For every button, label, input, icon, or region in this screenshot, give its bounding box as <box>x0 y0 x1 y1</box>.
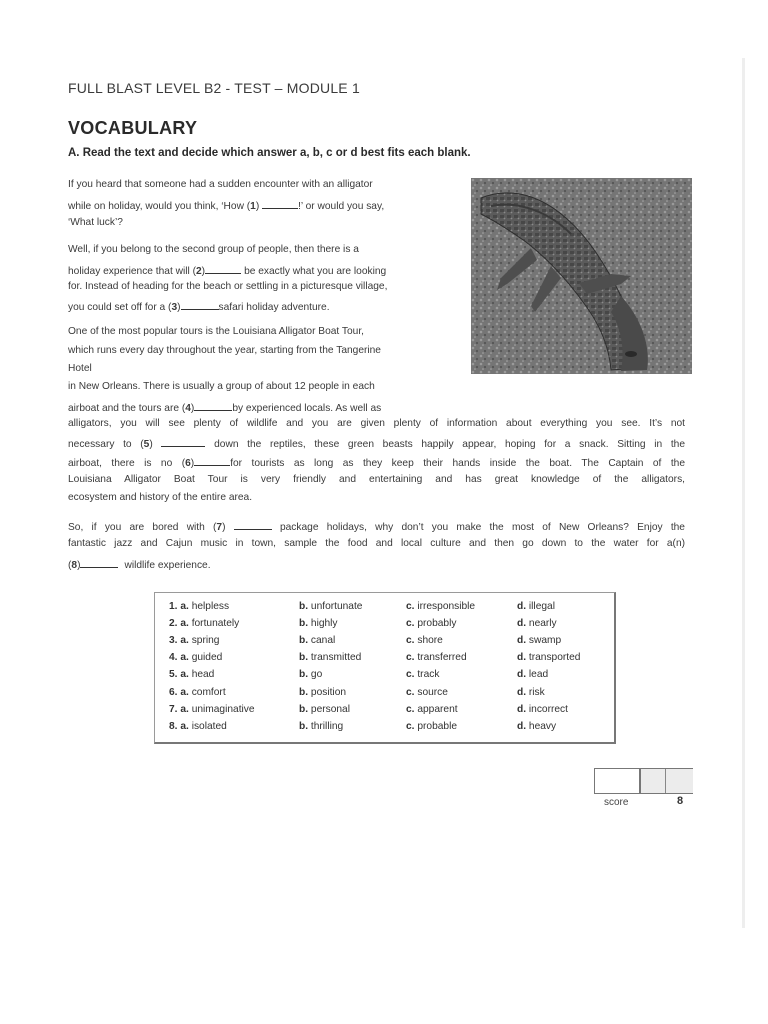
option-letter: c. <box>406 669 415 680</box>
option-d[interactable] <box>517 618 557 629</box>
text-line: necessary to (5) down the reptiles, these green beasts happily appear, hoping for a snack. Sitting in the <box>68 436 685 450</box>
option-row <box>155 721 614 738</box>
option-text: transferred <box>417 652 467 663</box>
option-letter: b. <box>299 669 309 680</box>
text-line: Louisiana Alligator Boat Tour is very friendly and entertaining and has great knowledge of the alligators, <box>68 474 685 485</box>
option-a[interactable] <box>169 704 255 715</box>
text-line: in New Orleans. There is usually a group of about 12 people in each <box>68 381 375 392</box>
option-text: nearly <box>528 618 557 629</box>
option-d[interactable] <box>517 721 556 732</box>
option-text: source <box>417 687 448 698</box>
option-text: lead <box>528 669 549 680</box>
option-text: irresponsible <box>417 601 476 612</box>
blank-4[interactable] <box>194 400 232 411</box>
option-c[interactable] <box>406 652 467 663</box>
option-text: illegal <box>528 601 555 612</box>
option-letter: c. <box>406 601 415 612</box>
option-letter: b. <box>299 687 309 698</box>
option-a[interactable] <box>169 601 229 612</box>
option-a[interactable] <box>169 721 227 732</box>
option-letter: c. <box>406 635 415 646</box>
option-text: fortunately <box>191 618 240 629</box>
option-c[interactable] <box>406 618 456 629</box>
option-row <box>155 635 614 652</box>
option-text: track <box>417 669 440 680</box>
option-b[interactable] <box>299 704 350 715</box>
option-letter: b. <box>299 721 309 732</box>
option-b[interactable] <box>299 687 346 698</box>
text-line: airboat, there is no (6) for tourists as long as they keep their hands inside the boat. The Captain of the <box>68 455 685 469</box>
blank-number: 8 <box>71 560 78 571</box>
option-text: unfortunate <box>310 601 363 612</box>
blank-8[interactable] <box>80 557 118 568</box>
option-text: thrilling <box>310 721 344 732</box>
option-letter: d. <box>517 687 527 698</box>
blank-number: 7 <box>216 522 223 533</box>
blank-6[interactable] <box>194 455 230 466</box>
option-letter: b. <box>299 652 309 663</box>
option-text: transmitted <box>310 652 362 663</box>
score-cell <box>639 769 666 793</box>
text-line: for. Instead of heading for the beach or settling in a picturesque village, <box>68 281 388 292</box>
page-edge <box>742 58 745 928</box>
blank-number: 2 <box>195 266 202 277</box>
option-text: probably <box>417 618 457 629</box>
option-c[interactable] <box>406 704 458 715</box>
option-d[interactable] <box>517 635 561 646</box>
option-letter: c. <box>406 704 415 715</box>
question-number: 2. <box>169 618 178 629</box>
option-a[interactable] <box>169 635 219 646</box>
text-line: airboat and the tours are (4) by experienced locals. As well as <box>68 400 381 414</box>
option-letter: b. <box>299 618 309 629</box>
option-letter: c. <box>406 721 415 732</box>
option-letter: a. <box>180 601 189 612</box>
option-letter: b. <box>299 601 309 612</box>
option-letter: b. <box>299 704 309 715</box>
option-row <box>155 687 614 704</box>
option-d[interactable] <box>517 669 548 680</box>
answer-options-table <box>154 592 616 744</box>
test-header: FULL BLAST LEVEL B2 - TEST – MODULE 1 <box>68 80 360 96</box>
option-letter: d. <box>517 704 527 715</box>
option-text: helpless <box>191 601 230 612</box>
option-letter: c. <box>406 652 415 663</box>
blank-number: 6 <box>185 458 191 469</box>
option-text: spring <box>191 635 220 646</box>
question-number: 5. <box>169 669 178 680</box>
blank-2[interactable] <box>205 263 241 274</box>
option-row <box>155 669 614 686</box>
option-d[interactable] <box>517 687 545 698</box>
text-line: which runs every day throughout the year, starting from the Tangerine <box>68 345 381 356</box>
option-c[interactable] <box>406 601 475 612</box>
option-c[interactable] <box>406 635 443 646</box>
option-row <box>155 618 614 635</box>
option-a[interactable] <box>169 687 226 698</box>
option-letter: d. <box>517 635 527 646</box>
option-a[interactable] <box>169 669 214 680</box>
score-box <box>594 768 693 794</box>
option-text: go <box>310 669 323 680</box>
text-line: alligators, you will see plenty of wildlife and you are given plenty of information about everything you see. It’s not <box>68 418 685 429</box>
blank-number: 4 <box>185 403 191 414</box>
blank-7[interactable] <box>234 519 272 530</box>
option-letter: d. <box>517 618 527 629</box>
question-number: 3. <box>169 635 178 646</box>
option-text: swamp <box>528 635 562 646</box>
option-letter: a. <box>180 687 189 698</box>
text-line: holiday experience that will (2) be exactly what you are looking <box>68 263 386 277</box>
option-letter: c. <box>406 618 415 629</box>
option-letter: d. <box>517 669 527 680</box>
blank-number: 3 <box>171 302 178 313</box>
blank-number: 5 <box>143 439 150 450</box>
text-line: Hotel <box>68 363 92 374</box>
option-text: risk <box>528 687 545 698</box>
option-letter: a. <box>180 652 189 663</box>
option-a[interactable] <box>169 652 222 663</box>
question-number: 6. <box>169 687 178 698</box>
option-text: heavy <box>528 721 557 732</box>
text-line: you could set off for a (3) safari holiday adventure. <box>68 299 330 313</box>
option-row <box>155 652 614 669</box>
question-number: 7. <box>169 704 178 715</box>
option-letter: d. <box>517 652 527 663</box>
option-b[interactable] <box>299 635 335 646</box>
option-text: personal <box>310 704 350 715</box>
option-text: apparent <box>417 704 458 715</box>
score-cell <box>665 769 693 793</box>
option-text: incorrect <box>528 704 568 715</box>
question-number: 4. <box>169 652 178 663</box>
option-c[interactable] <box>406 721 457 732</box>
blank-number: 1 <box>250 201 256 212</box>
score-max: 8 <box>677 795 684 807</box>
option-text: position <box>310 687 347 698</box>
question-number: 8. <box>169 721 178 732</box>
option-d[interactable] <box>517 704 568 715</box>
text-line: Well, if you belong to the second group of people, then there is a <box>68 244 359 255</box>
text-line: while on holiday, would you think, ‘How (1) !’ or would you say, <box>68 198 384 212</box>
text-line: fantastic jazz and Cajun music in town, sample the food and local culture and then go down to the water for a(n) <box>68 538 685 549</box>
option-row <box>155 601 614 618</box>
question-number: 1. <box>169 601 178 612</box>
option-text: probable <box>417 721 457 732</box>
score-label: score <box>604 797 629 808</box>
option-b[interactable] <box>299 721 343 732</box>
blank-1[interactable] <box>262 198 298 209</box>
option-letter: a. <box>180 635 189 646</box>
option-letter: b. <box>299 635 309 646</box>
text-line: If you heard that someone had a sudden encounter with an alligator <box>68 179 373 190</box>
option-b[interactable] <box>299 618 338 629</box>
option-text: isolated <box>191 721 227 732</box>
option-letter: d. <box>517 601 527 612</box>
option-letter: a. <box>180 618 189 629</box>
option-text: shore <box>417 635 443 646</box>
option-d[interactable] <box>517 652 580 663</box>
option-letter: a. <box>180 704 189 715</box>
option-d[interactable] <box>517 601 555 612</box>
text-line: (8) wildlife experience. <box>68 557 211 571</box>
option-text: unimaginative <box>191 704 255 715</box>
text-line: ecosystem and history of the entire area. <box>68 492 253 503</box>
alligator-photo <box>471 178 692 374</box>
blank-3[interactable] <box>181 299 219 310</box>
option-c[interactable] <box>406 669 439 680</box>
option-b[interactable] <box>299 652 361 663</box>
option-c[interactable] <box>406 687 448 698</box>
option-letter: a. <box>180 721 189 732</box>
option-b[interactable] <box>299 601 362 612</box>
option-letter: a. <box>180 669 189 680</box>
section-title: VOCABULARY <box>68 118 198 138</box>
option-text: head <box>191 669 215 680</box>
option-row <box>155 704 614 721</box>
blank-5[interactable] <box>161 436 205 447</box>
text-line: So, if you are bored with (7) package holidays, why don’t you make the most of New Orleans? Enjoy the <box>68 519 685 533</box>
instruction: A. Read the text and decide which answer a, b, c or d best fits each blank. <box>68 147 471 159</box>
text-line: ‘What luck’? <box>68 217 123 228</box>
option-text: highly <box>310 618 338 629</box>
option-text: guided <box>191 652 223 663</box>
option-letter: c. <box>406 687 415 698</box>
option-letter: d. <box>517 721 527 732</box>
option-a[interactable] <box>169 618 239 629</box>
option-text: canal <box>310 635 336 646</box>
text-line: One of the most popular tours is the Louisiana Alligator Boat Tour, <box>68 326 364 337</box>
option-text: transported <box>528 652 581 663</box>
option-b[interactable] <box>299 669 322 680</box>
option-text: comfort <box>191 687 226 698</box>
